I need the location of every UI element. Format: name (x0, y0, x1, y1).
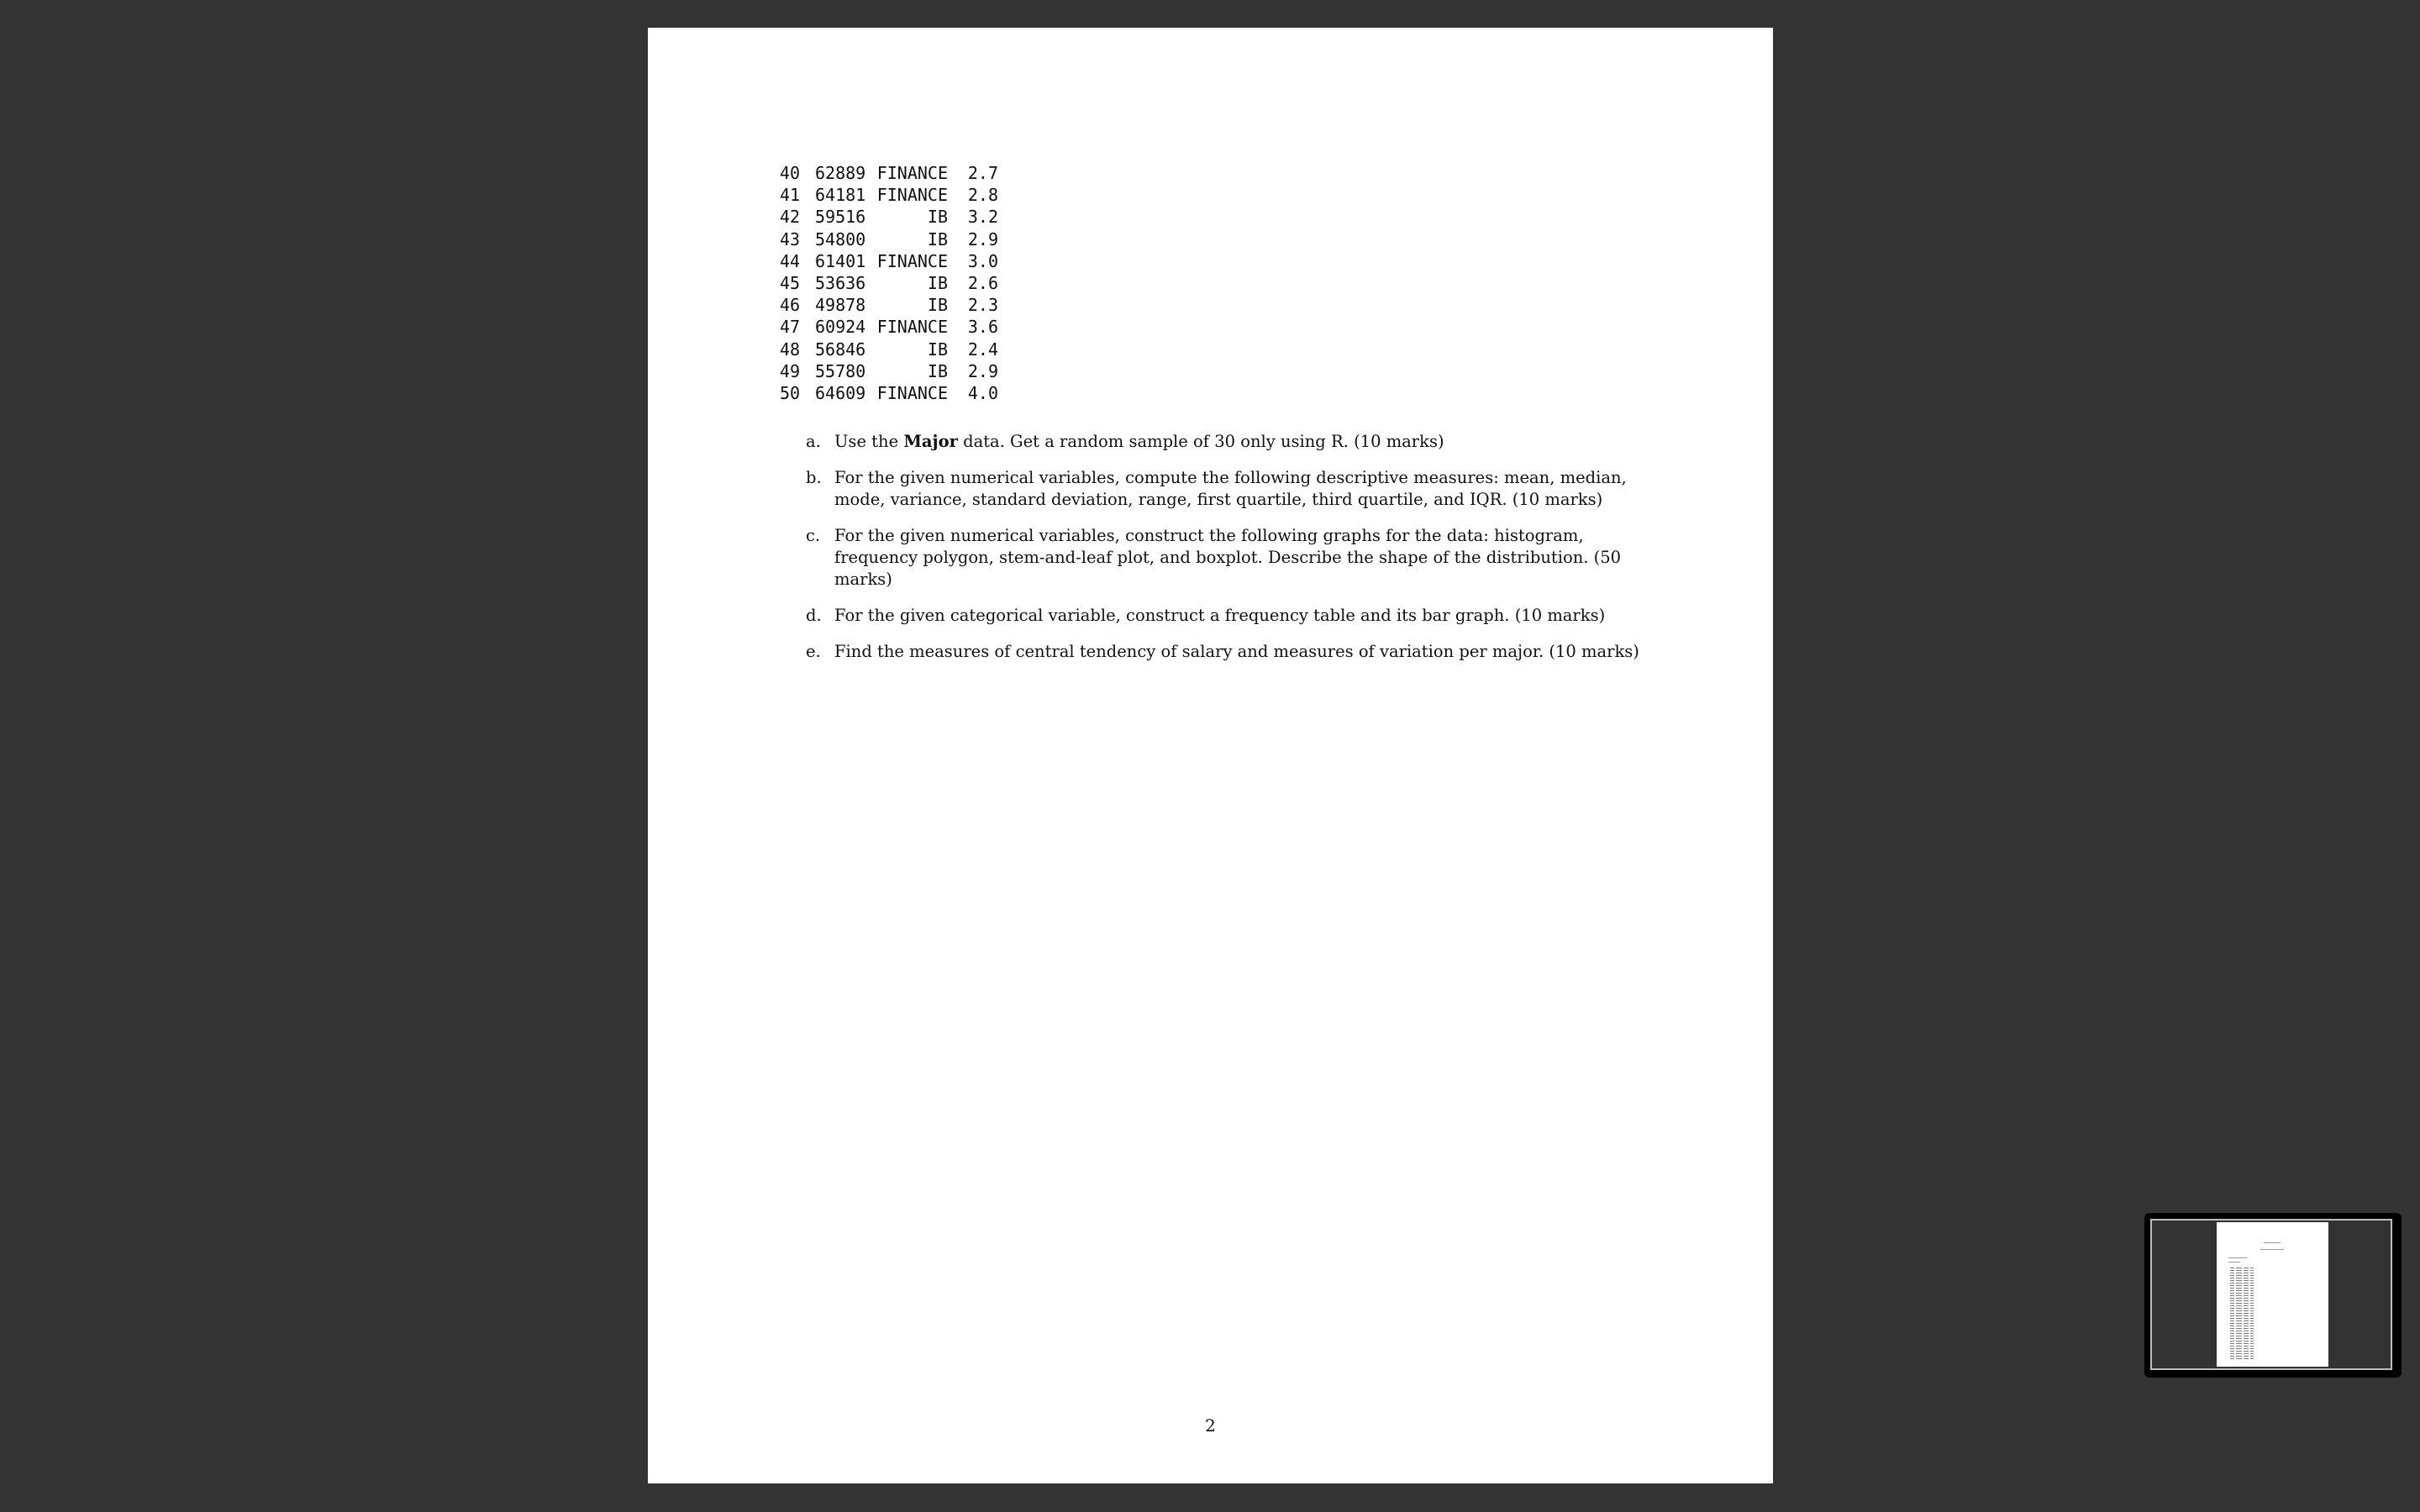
question-item (799, 641, 1648, 663)
question-text: Find the measures of central tendency of salary and measures of variation per major. (10 marks) (834, 642, 1639, 661)
row-index: 42 (780, 207, 801, 228)
row-index: 49 (780, 360, 801, 381)
question-emphasis: Major (903, 432, 958, 451)
thumbnail-table-column (2244, 1268, 2249, 1360)
thumbnail-table-column (2230, 1268, 2234, 1360)
major-cell: IB (927, 360, 948, 381)
gpa-cell: 3.2 (967, 207, 998, 228)
gpa-cell: 2.3 (967, 295, 998, 316)
question-text: For the given numerical variables, construct the following graphs for the data: histogram, frequency polygon, stem-and-leaf plot, and boxplot. Describe the shape of the distribution. (50 marks) (834, 526, 1622, 589)
salary-cell: 49878 (815, 295, 866, 316)
major-cell: IB (927, 273, 948, 294)
row-index: 44 (780, 250, 801, 271)
thumbnail-table-column (2236, 1268, 2242, 1360)
major-cell: FINANCE (876, 383, 948, 404)
table-row (780, 162, 998, 184)
salary-cell: 53636 (815, 273, 866, 294)
thumbnail-title-line (2264, 1242, 2281, 1243)
thumbnail-table-column (2250, 1268, 2254, 1360)
question-item (799, 525, 1648, 591)
major-cell: IB (927, 228, 948, 249)
question-item (799, 431, 1648, 453)
salary-cell: 56846 (815, 339, 866, 360)
salary-cell: 61401 (815, 250, 866, 271)
row-index: 40 (780, 163, 801, 183)
question-item (799, 605, 1648, 627)
row-index: 45 (780, 273, 801, 294)
question-text: For the given numerical variables, compute the following descriptive measures: mean, median, mode, variance, standard deviation, range, first quartile, third quartile, and IQR. (10 marks) (834, 468, 1627, 509)
question-letter: c. (806, 526, 821, 545)
gpa-cell: 3.6 (967, 317, 998, 338)
thumbnail-text-line (2228, 1257, 2247, 1258)
major-cell: FINANCE (876, 163, 948, 183)
major-cell: IB (927, 339, 948, 360)
table-row (780, 339, 998, 360)
table-row (780, 184, 998, 206)
salary-cell: 59516 (815, 207, 866, 228)
salary-cell: 55780 (815, 360, 866, 381)
row-index: 50 (780, 383, 801, 404)
salary-cell: 60924 (815, 317, 866, 338)
major-cell: IB (927, 207, 948, 228)
question-list (799, 431, 1648, 677)
major-cell: FINANCE (876, 185, 948, 206)
gpa-cell: 2.8 (967, 185, 998, 206)
gpa-cell: 2.7 (967, 163, 998, 183)
thumbnail-subtitle-line (2260, 1249, 2284, 1250)
question-letter: b. (806, 468, 822, 487)
page-thumbnail-navigator[interactable] (2144, 1213, 2402, 1378)
gpa-cell: 2.9 (967, 228, 998, 249)
row-index: 48 (780, 339, 801, 360)
table-row (780, 228, 998, 250)
row-index: 41 (780, 185, 801, 206)
question-text: Use the (834, 432, 904, 451)
document-page (648, 28, 1773, 1483)
table-row (780, 250, 998, 272)
table-row (780, 294, 998, 316)
major-cell: FINANCE (876, 317, 948, 338)
question-letter: a. (806, 432, 821, 451)
salary-cell: 64181 (815, 185, 866, 206)
data-table-body (780, 162, 998, 404)
question-letter: e. (806, 642, 821, 661)
salary-cell: 62889 (815, 163, 866, 183)
page-number: 2 (1205, 1415, 1216, 1436)
row-index: 46 (780, 295, 801, 316)
gpa-cell: 2.6 (967, 273, 998, 294)
salary-cell: 64609 (815, 383, 866, 404)
gpa-cell: 2.4 (967, 339, 998, 360)
row-index: 47 (780, 317, 801, 338)
thumbnail-text-line (2228, 1262, 2240, 1263)
gpa-cell: 2.9 (967, 360, 998, 381)
question-item (799, 467, 1648, 511)
gpa-cell: 3.0 (967, 250, 998, 271)
thumbnail-viewport[interactable] (2150, 1219, 2392, 1370)
row-index: 43 (780, 228, 801, 249)
thumbnail-page[interactable] (2217, 1222, 2328, 1367)
data-table (780, 162, 998, 404)
gpa-cell: 4.0 (967, 383, 998, 404)
question-letter: d. (806, 606, 822, 625)
table-row (780, 206, 998, 228)
major-cell: IB (927, 295, 948, 316)
table-row (780, 360, 998, 382)
question-text: For the given categorical variable, construct a frequency table and its bar graph. (10 marks) (834, 606, 1606, 625)
major-cell: FINANCE (876, 250, 948, 271)
question-text: data. Get a random sample of 30 only using R. (10 marks) (957, 432, 1444, 451)
table-row (780, 316, 998, 338)
salary-cell: 54800 (815, 228, 866, 249)
table-row (780, 272, 998, 294)
table-row (780, 382, 998, 404)
